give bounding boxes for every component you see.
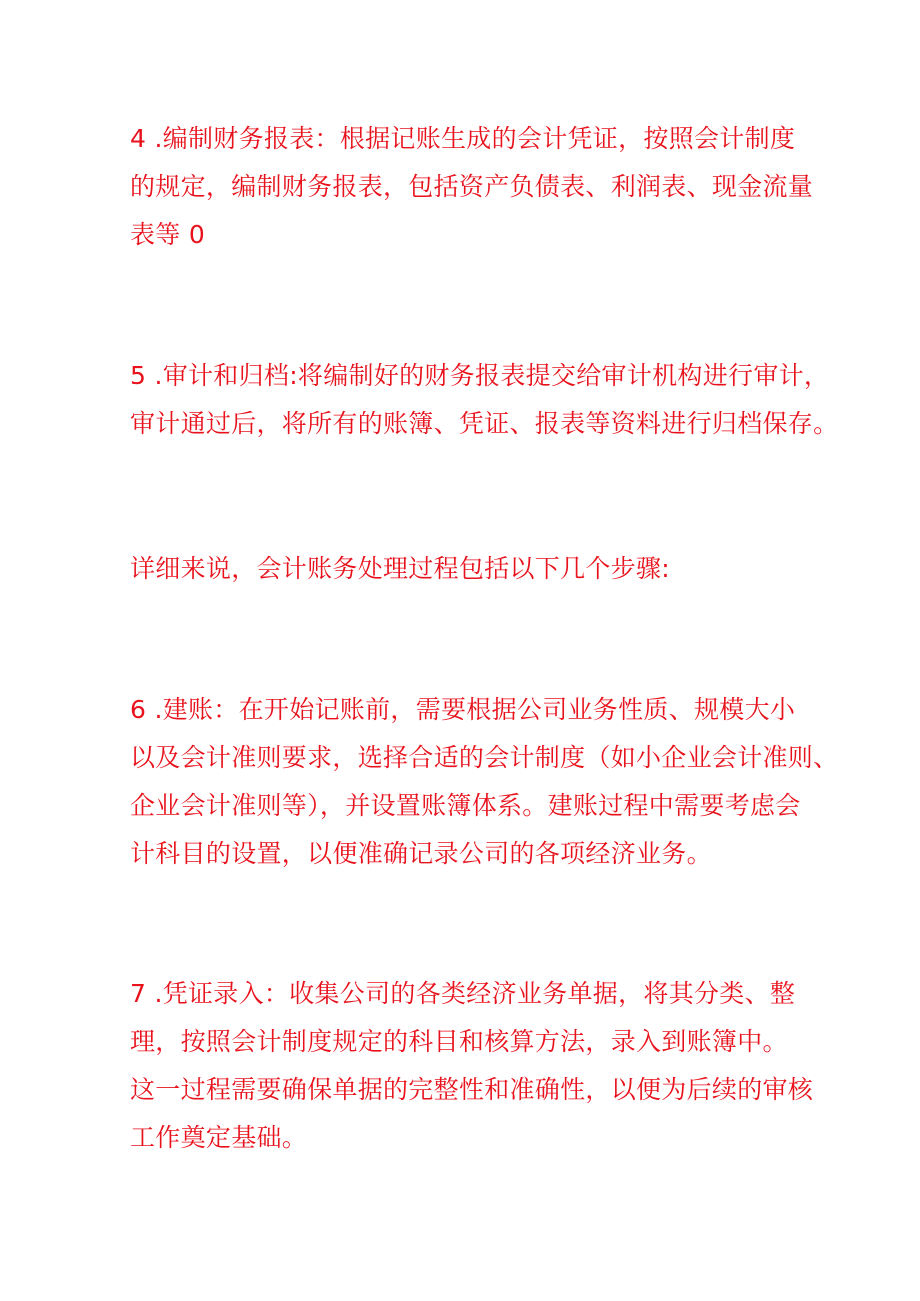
paragraph-line: 的规定，编制财务报表，包括资产负债表、利润表、现金流量 — [130, 172, 814, 201]
paragraph-line: 7 .凭证录入：收集公司的各类经济业务单据，将其分类、整 — [130, 979, 796, 1008]
paragraph-step-6 — [130, 686, 839, 878]
paragraph-intro — [130, 545, 810, 593]
paragraph-step-7 — [130, 970, 814, 1162]
paragraph-line: 理，按照会计制度规定的科目和核算方法，录入到账簿中。 — [130, 1027, 788, 1056]
paragraph-line: 这一过程需要确保单据的完整性和准确性，以便为后续的审核 — [130, 1075, 814, 1104]
paragraph-step-4 — [130, 115, 814, 259]
paragraph-line: 表等 0 — [130, 220, 206, 249]
paragraph-line: 详细来说，会计账务处理过程包括以下几个步骤: — [130, 554, 671, 583]
paragraph-line: 以及会计准则要求，选择合适的会计制度（如小企业会计准则、 — [130, 743, 839, 772]
paragraph-line: 计科目的设置，以便准确记录公司的各项经济业务。 — [130, 839, 712, 868]
paragraph-line: 工作奠定基础。 — [130, 1123, 308, 1152]
paragraph-line: 企业会计准则等），并设置账簿体系。建账过程中需要考虑会 — [130, 791, 801, 820]
paragraph-line: 审计通过后，将所有的账簿、凭证、报表等资料进行归档保存。 — [130, 409, 839, 438]
paragraph-line: 4 .编制财务报表：根据记账生成的会计凭证，按照会计制度 — [130, 124, 796, 153]
paragraph-line: 5 .审计和归档:将编制好的财务报表提交给审计机构进行审计， — [130, 361, 830, 390]
paragraph-line: 6 .建账：在开始记账前，需要根据公司业务性质、规模大小 — [130, 695, 796, 724]
paragraph-step-5 — [130, 352, 839, 448]
